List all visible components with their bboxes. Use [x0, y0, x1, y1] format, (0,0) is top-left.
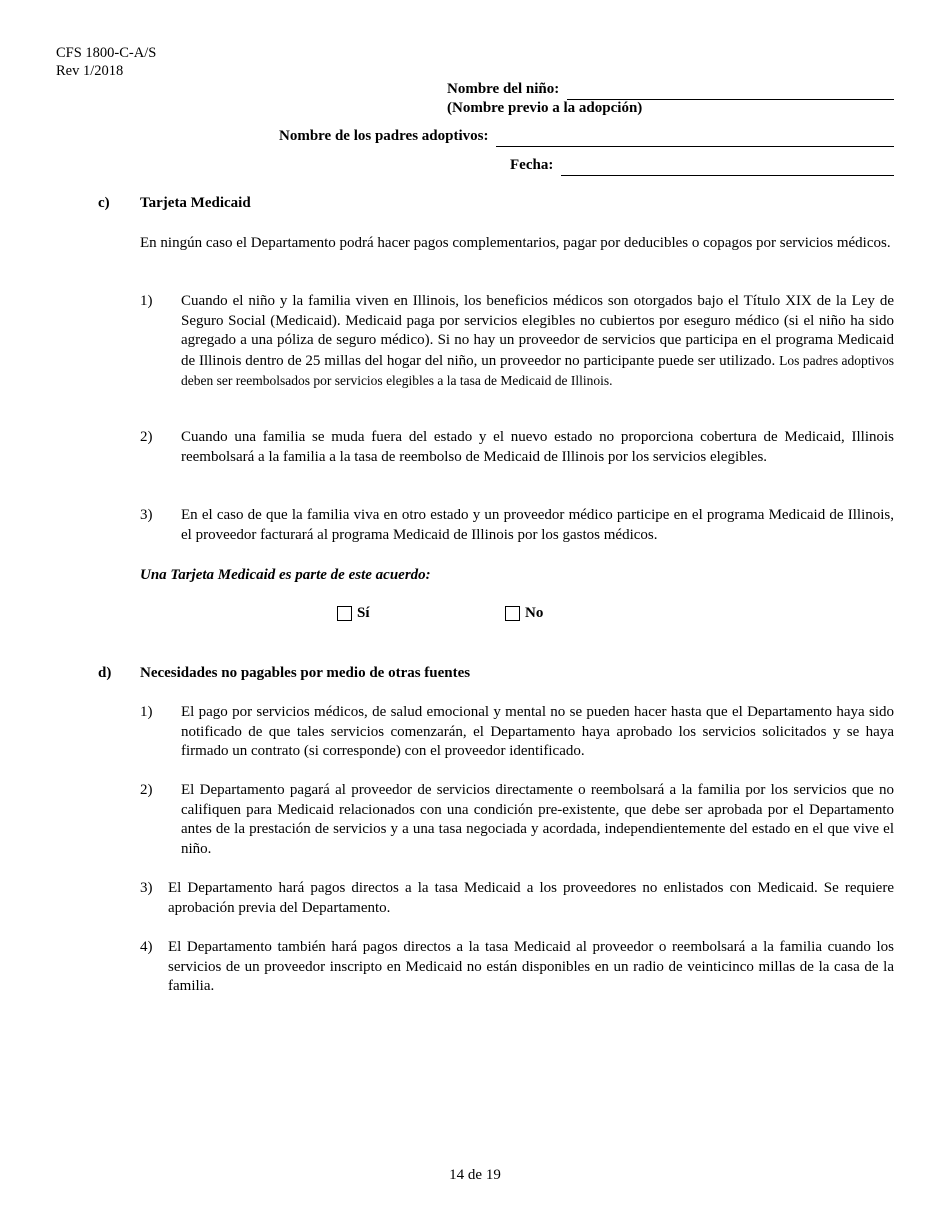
c-item-1-main: Cuando el niño y la familia viven en Illinois, los beneficios médicos son otorgados bajo el Título XIX de la Ley de Seguro Social (Medicaid). Medicaid paga por servicios elegibles no cubiertos por eseguro médico (si el niño ha sido agregado a una póliza de seguro médico). Si no hay un proveedor de servicios que participa en el programa Medicaid de Illinois dentro de 25 millas del hogar del niño, un proveedor no participante puede ser utilizado.: [181, 293, 894, 369]
no-checkbox[interactable]: [505, 606, 520, 621]
d-item-1-num: 1): [140, 704, 153, 720]
section-d-title: Necesidades no pagables por medio de otras fuentes: [140, 665, 471, 681]
yes-label: Sí: [357, 605, 370, 621]
c-item-1-num: 1): [140, 293, 153, 309]
d-item-2-num: 2): [140, 782, 153, 798]
section-c-title: Tarjeta Medicaid: [140, 195, 251, 211]
c-item-3-num: 3): [140, 507, 153, 523]
section-d-letter: d): [98, 665, 112, 681]
child-name-row: [447, 80, 894, 100]
d-item-2-text: El Departamento pagará al proveedor de servicios directamente o reembolsará a la familia por los servicios que no califiquen para Medicaid relacionados con una condición pre-existente, que debe ser aprobada por el Departamento antes de la prestación de servicios y a una tasa negociada y acordada, independientemente del estado en el que vive el niño.: [181, 782, 894, 857]
form-id: CFS 1800-C-A/S: [56, 45, 157, 61]
c-item-2-text: Cuando una familia se muda fuera del estado y el nuevo estado no proporciona cobertura de Medicaid, Illinois reembolsará a la familia a la tasa de reembolso de Medicaid de Illinois por los servicios elegibles.: [181, 429, 894, 465]
c-item-1-small: Los padres adoptivos deben ser reembolsados por servicios elegibles a la tasa de Medicaid de Illinois.: [181, 352, 895, 388]
d-item-4-text: El Departamento también hará pagos directos a la tasa Medicaid al proveedor o reembolsará a la familia cuando los servicios de un proveedor inscripto en Medicaid no están disponibles en un radio de veinticinco millas de la casa de la familia.: [168, 939, 894, 994]
parents-name-row: [279, 127, 894, 147]
date-field[interactable]: [561, 159, 894, 176]
child-name-label: Nombre del niño:: [447, 81, 560, 97]
no-label: No: [525, 605, 544, 621]
no-option[interactable]: [505, 604, 543, 624]
yes-option[interactable]: [337, 604, 370, 624]
c-item-3-text: En el caso de que la familia viva en otro estado y un proveedor médico participe en el programa Medicaid de Illinois, el proveedor facturará al programa Medicaid de Illinois por los gastos médicos.: [181, 507, 894, 543]
child-name-field[interactable]: [567, 83, 894, 100]
parents-name-field[interactable]: [496, 130, 894, 147]
d-item-3-text: El Departamento hará pagos directos a la tasa Medicaid a los proveedores no enlistados con Medicaid. Se requiere aprobación previa del Departamento.: [168, 880, 894, 916]
yes-checkbox[interactable]: [337, 606, 352, 621]
section-c-intro: En ningún caso el Departamento podrá hacer pagos complementarios, pagar por deducibles o copagos por servicios médicos.: [140, 235, 891, 251]
d-item-4-num: 4): [140, 939, 153, 955]
c-item-1-text: [181, 292, 894, 392]
form-id-block: [56, 44, 156, 80]
form-revision: Rev 1/2018: [56, 63, 124, 79]
page-number: 14 de 19: [449, 1167, 501, 1183]
d-item-3-num: 3): [140, 880, 153, 896]
section-c-letter: c): [98, 195, 110, 211]
medicaid-question: Una Tarjeta Medicaid es parte de este acuerdo:: [140, 567, 431, 583]
c-item-2-num: 2): [140, 429, 153, 445]
date-label: Fecha:: [510, 157, 554, 173]
parents-name-label: Nombre de los padres adoptivos:: [279, 128, 489, 144]
child-name-sub: (Nombre previo a la adopción): [447, 100, 643, 116]
date-row: [510, 156, 894, 176]
d-item-1-text: El pago por servicios médicos, de salud emocional y mental no se pueden hacer hasta que el Departamento haya sido notificado de que tales servicios comenzarán, el Departamento haya aprobado los servicios solicitados y se haya firmado un contrato (si corresponde) con el proveedor identificado.: [181, 704, 894, 759]
